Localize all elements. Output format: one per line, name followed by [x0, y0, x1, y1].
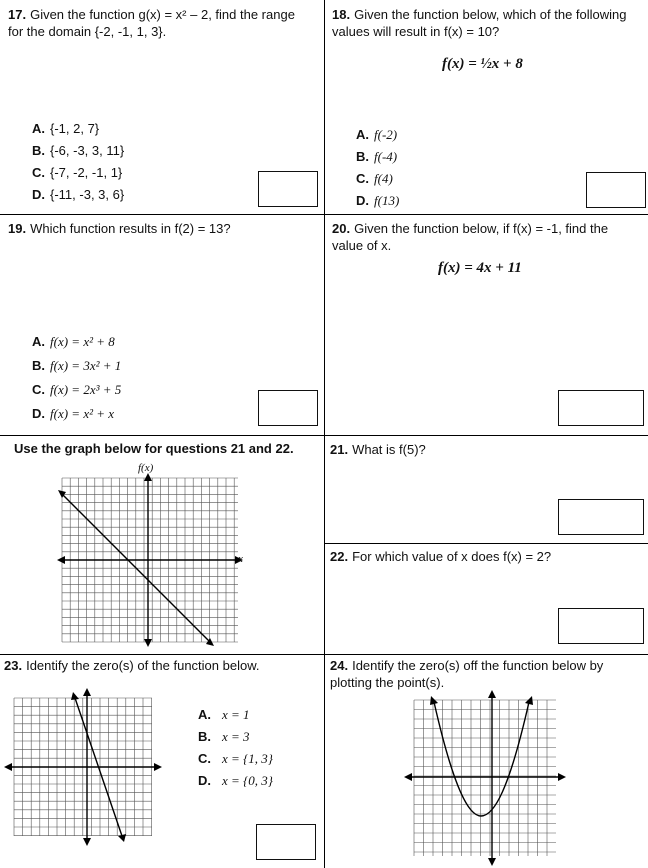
choice-letter: A.: [356, 127, 369, 142]
x-arrow-left-icon: [404, 773, 412, 781]
q20-answer-box[interactable]: [558, 390, 644, 426]
q18-formula: f(x) = ½x + 8: [442, 56, 523, 72]
q24-number: 24.: [330, 658, 349, 673]
choice-letter: B.: [32, 143, 45, 158]
q23-choice-b[interactable]: [198, 726, 273, 748]
q17-text: Given the function g(x) = x² – 2, find the range for the domain {-2, -1, 1, 3}.: [8, 7, 295, 39]
line-arrow-icon: [71, 692, 79, 700]
choice-text: f(13): [374, 193, 400, 208]
x-arrow-left-icon: [4, 763, 12, 771]
q23-prompt: [4, 657, 314, 674]
q17-prompt: [8, 6, 308, 40]
q23-number: 23.: [4, 658, 23, 673]
y-arrow-up-icon: [144, 473, 152, 481]
choice-letter: A.: [32, 121, 45, 136]
q19-answer-box[interactable]: [258, 390, 318, 426]
graph-x-label: x: [238, 553, 243, 565]
choice-letter: B.: [32, 358, 45, 373]
q19-choice-c[interactable]: [32, 378, 121, 402]
choice-letter: A.: [32, 334, 45, 349]
q20-formula: f(x) = 4x + 11: [438, 260, 522, 276]
q18-choice-a[interactable]: [356, 124, 399, 146]
q17-number: 17.: [8, 7, 27, 22]
choice-letter: D.: [356, 193, 369, 208]
y-arrow-up-icon: [83, 688, 91, 696]
q21-prompt: [330, 441, 630, 458]
q23-answer-box[interactable]: [256, 824, 316, 860]
choice-letter: C.: [198, 751, 211, 766]
q19-prompt: [8, 220, 308, 237]
q21-number: 21.: [330, 442, 349, 457]
q18-choices: [356, 124, 399, 212]
choice-text: {-11, -3, 3, 6}: [50, 187, 125, 202]
y-arrow-up-icon: [488, 690, 496, 698]
q17-choices: [32, 118, 124, 206]
q24-text: Identify the zero(s) off the function below by plotting the point(s).: [330, 658, 604, 690]
q17-choice-a[interactable]: [32, 118, 124, 140]
choice-letter: D.: [32, 187, 45, 202]
line-arrow-icon: [118, 834, 126, 842]
q22-number: 22.: [330, 549, 349, 564]
graph-header: Use the graph below for questions 21 and 22.: [14, 441, 294, 456]
q18-answer-box[interactable]: [586, 172, 646, 208]
q18-text: Given the function below, which of the following values will result in f(x) = 10?: [332, 7, 627, 39]
choice-text: f(x) = x² + 8: [50, 334, 115, 349]
q19-choice-d[interactable]: [32, 402, 121, 426]
q17-choice-c[interactable]: [32, 162, 124, 184]
q18-choice-b[interactable]: [356, 146, 399, 168]
q21-text: What is f(5)?: [352, 442, 426, 457]
choice-text: {-1, 2, 7}: [50, 121, 100, 136]
q18-choice-d[interactable]: [356, 190, 399, 212]
q22-prompt: [330, 548, 630, 565]
choice-letter: C.: [32, 382, 45, 397]
row-divider-4: [0, 654, 648, 655]
q22-answer-box[interactable]: [558, 608, 644, 644]
choice-text: f(x) = 3x² + 1: [50, 358, 122, 373]
curve-arrow-icon: [525, 696, 533, 705]
choice-letter: B.: [198, 729, 211, 744]
choice-letter: A.: [198, 707, 211, 722]
q20-prompt: [332, 220, 632, 254]
q20-text: Given the function below, if f(x) = -1, find the value of x.: [332, 221, 609, 253]
q23-text: Identify the zero(s) of the function below.: [26, 658, 260, 673]
row-divider-1: [0, 214, 648, 215]
choice-text: {-6, -3, 3, 11}: [50, 143, 125, 158]
choice-letter: C.: [32, 165, 45, 180]
choice-text: f(x) = x² + x: [50, 406, 115, 421]
x-arrow-left-icon: [57, 556, 65, 564]
y-arrow-down-icon: [488, 858, 496, 866]
choice-letter: C.: [356, 171, 369, 186]
curve-arrow-icon: [430, 696, 438, 705]
q18-prompt: [332, 6, 632, 40]
q23-choice-c[interactable]: [198, 748, 273, 770]
graph-21-22: [62, 478, 238, 642]
q19-number: 19.: [8, 221, 27, 236]
q19-text: Which function results in f(2) = 13?: [30, 221, 231, 236]
row-divider-3: [324, 543, 648, 544]
choice-text: {-7, -2, -1, 1}: [50, 165, 123, 180]
choice-text: x = 3: [222, 729, 250, 744]
q19-choices: [32, 330, 121, 426]
y-arrow-down-icon: [83, 838, 91, 846]
q18-choice-c[interactable]: [356, 168, 399, 190]
choice-letter: D.: [198, 773, 211, 788]
q17-choice-b[interactable]: [32, 140, 124, 162]
row-divider-2: [0, 435, 648, 436]
choice-text: f(x) = 2x³ + 5: [50, 382, 122, 397]
q17-answer-box[interactable]: [258, 171, 318, 207]
q19-choice-a[interactable]: [32, 330, 121, 354]
choice-text: f(4): [374, 171, 393, 186]
y-arrow-down-icon: [144, 639, 152, 647]
q19-choice-b[interactable]: [32, 354, 121, 378]
choice-letter: B.: [356, 149, 369, 164]
choice-text: f(-4): [374, 149, 398, 164]
choice-text: x = {1, 3}: [222, 751, 273, 766]
q23-choices: [198, 704, 273, 792]
q24-prompt: [330, 657, 640, 691]
q17-choice-d[interactable]: [32, 184, 124, 206]
graph-y-label: f(x): [138, 462, 154, 474]
center-divider: [324, 0, 325, 868]
graph-23: [14, 698, 152, 836]
choice-letter: D.: [32, 406, 45, 421]
choice-text: f(-2): [374, 127, 398, 142]
q23-choice-d[interactable]: [198, 770, 273, 792]
graph-24: [414, 700, 556, 856]
choice-text: x = 1: [222, 707, 250, 722]
q20-number: 20.: [332, 221, 351, 236]
x-arrow-right-icon: [558, 773, 566, 781]
q21-answer-box[interactable]: [558, 499, 644, 535]
q22-text: For which value of x does f(x) = 2?: [352, 549, 552, 564]
q23-choice-a[interactable]: [198, 704, 273, 726]
q18-number: 18.: [332, 7, 351, 22]
choice-text: x = {0, 3}: [222, 773, 273, 788]
x-arrow-right-icon: [154, 763, 162, 771]
